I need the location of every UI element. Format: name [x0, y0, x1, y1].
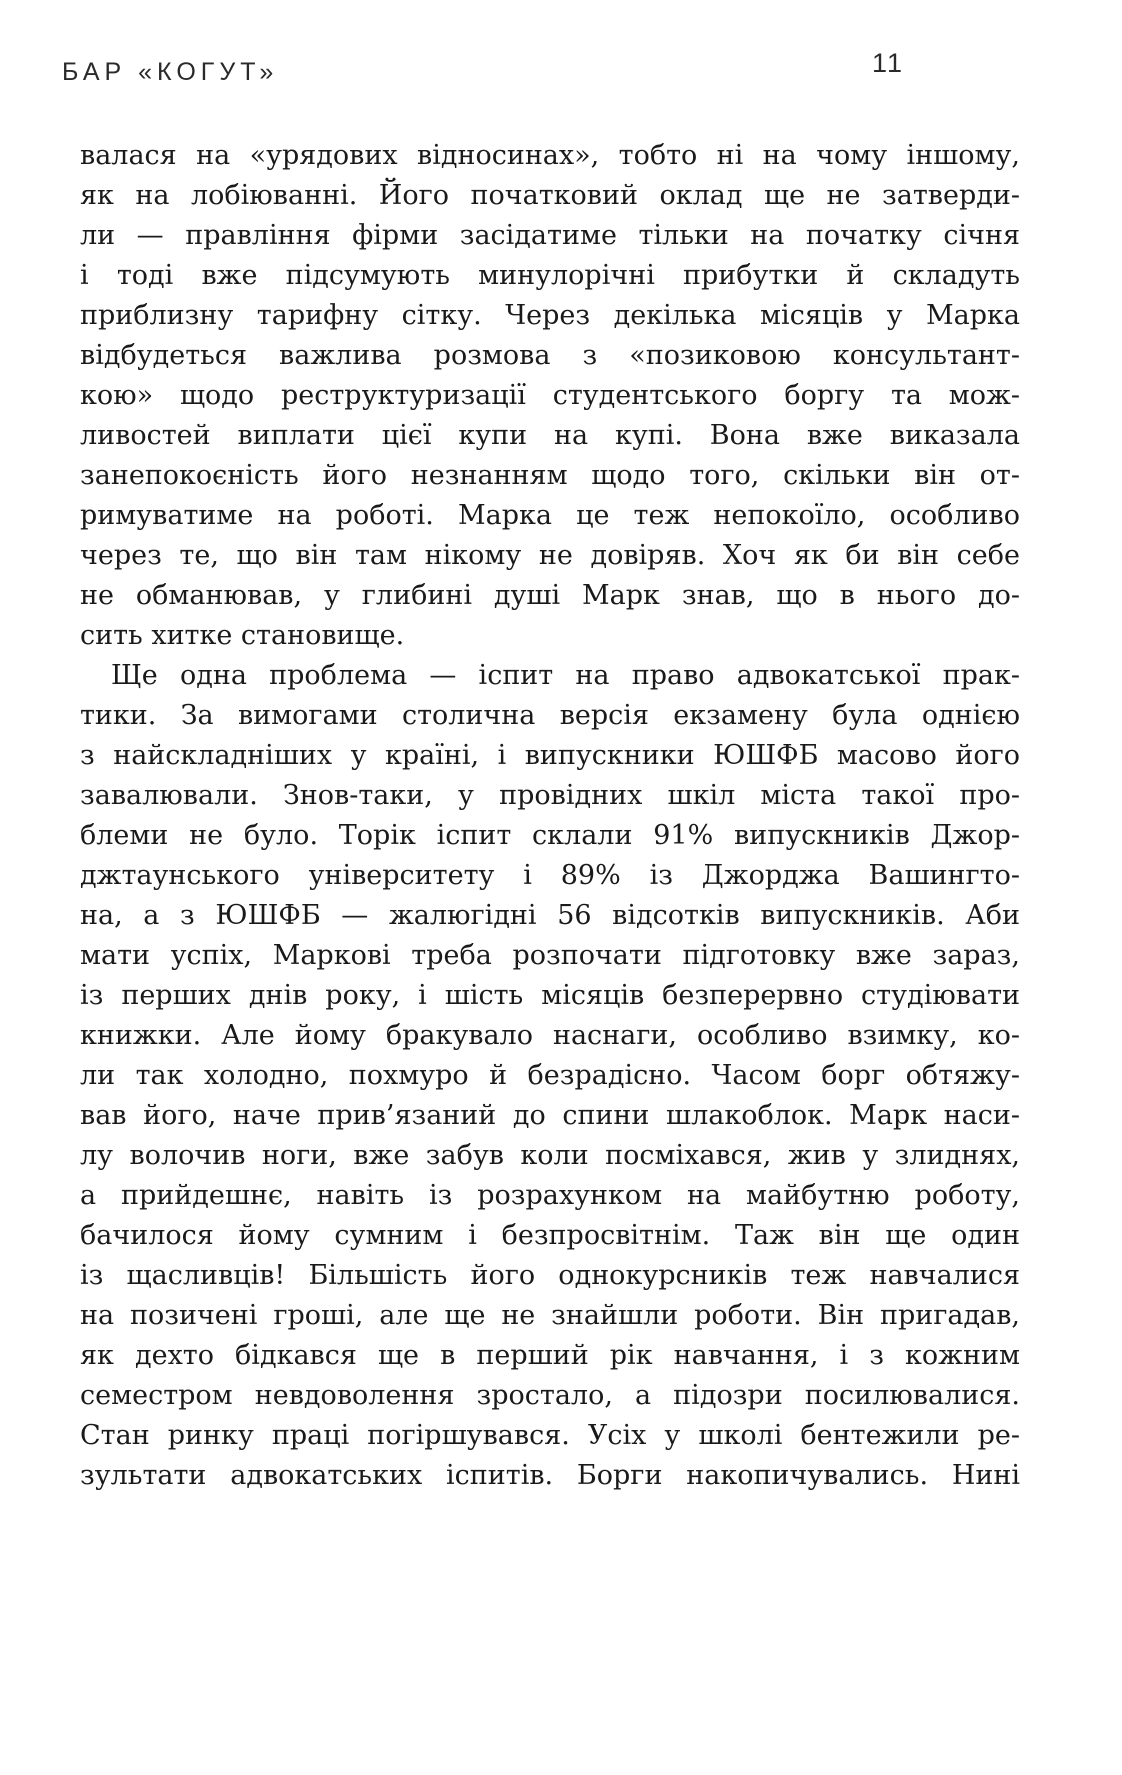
- text-line: із перших днів року, і шість місяців безперервно студіювати: [80, 980, 1020, 1011]
- text-line: Ще одна проблема — іспит на право адвокатської прак-: [111, 660, 1020, 691]
- body-text: [80, 136, 1020, 1496]
- page-number: 11: [871, 48, 904, 78]
- text-line: валася на «урядових відносинах», тобто ні на чому іншому,: [80, 140, 1020, 171]
- text-line: ли так холодно, похмуро й безрадісно. Часом борг обтяжу-: [80, 1060, 1020, 1091]
- text-line: і тоді вже підсумують минулорічні прибутки й складуть: [80, 260, 1020, 291]
- text-line: відбудеться важлива розмова з «позиковою консультант-: [80, 340, 1020, 371]
- text-line: ли — правління фірми засідатиме тільки на початку січня: [80, 220, 1020, 251]
- text-line: блеми не було. Торік іспит склали 91% випускників Джор-: [80, 820, 1020, 851]
- text-line: приблизну тарифну сітку. Через декілька місяців у Марка: [80, 300, 1020, 331]
- text-line: з найскладніших у країні, і випускники ЮШФБ масово його: [80, 740, 1020, 771]
- text-line: лу волочив ноги, вже забув коли посміхався, жив у злиднях,: [80, 1140, 1020, 1171]
- text-line: завалювали. Знов-таки, у провідних шкіл міста такої про-: [80, 780, 1020, 811]
- text-line: не обманював, у глибині душі Марк знав, що в нього до-: [80, 580, 1020, 611]
- text-line: як дехто бідкався ще в перший рік навчання, і з кожним: [80, 1340, 1020, 1371]
- text-line: ливостей виплати цієї купи на купі. Вона вже виказала: [80, 420, 1020, 451]
- text-line: книжки. Але йому бракувало наснаги, особливо взимку, ко-: [80, 1020, 1020, 1051]
- text-line: мати успіх, Маркові треба розпочати підготовку вже зараз,: [80, 940, 1020, 971]
- text-line: через те, що він там нікому не довіряв. Хоч як би він себе: [80, 540, 1020, 571]
- text-line: кою» щодо реструктуризації студентського боргу та мож-: [80, 380, 1020, 411]
- text-line: вав його, наче прив’язаний до спини шлакоблок. Марк наси-: [80, 1100, 1020, 1131]
- text-line: бачилося йому сумним і безпросвітнім. Таж він ще один: [80, 1220, 1020, 1251]
- text-line: на, а з ЮШФБ — жалюгідні 56 відсотків випускників. Аби: [80, 900, 1020, 931]
- text-line: із щасливців! Більшість його однокурсників теж навчалися: [80, 1260, 1020, 1291]
- text-line: як на лобіюванні. Його початковий оклад ще не затверди-: [80, 180, 1020, 211]
- text-line: на позичені гроші, але ще не знайшли роботи. Він пригадав,: [80, 1300, 1020, 1331]
- text-line: джтаунського університету і 89% із Джорджа Вашингто-: [80, 860, 1020, 891]
- text-line: зультати адвокатських іспитів. Борги накопичувались. Нині: [80, 1460, 1020, 1491]
- text-line: а прийдешнє, навіть із розрахунком на майбутню роботу,: [80, 1180, 1020, 1211]
- text-line: семестром невдоволення зростало, а підозри посилювалися.: [80, 1380, 1020, 1411]
- text-line: Стан ринку праці погіршувався. Усіх у школі бентежили ре-: [80, 1420, 1020, 1451]
- text-line: тики. За вимогами столична версія екзамену була однією: [80, 700, 1020, 731]
- text-line: занепокоєність його незнанням щодо того, скільки він от-: [80, 460, 1020, 491]
- text-line: римуватиме на роботі. Марка це теж непокоїло, особливо: [80, 500, 1020, 531]
- text-line: сить хитке становище.: [80, 620, 405, 651]
- running-head-title: БАР «КОГУТ»: [62, 58, 279, 86]
